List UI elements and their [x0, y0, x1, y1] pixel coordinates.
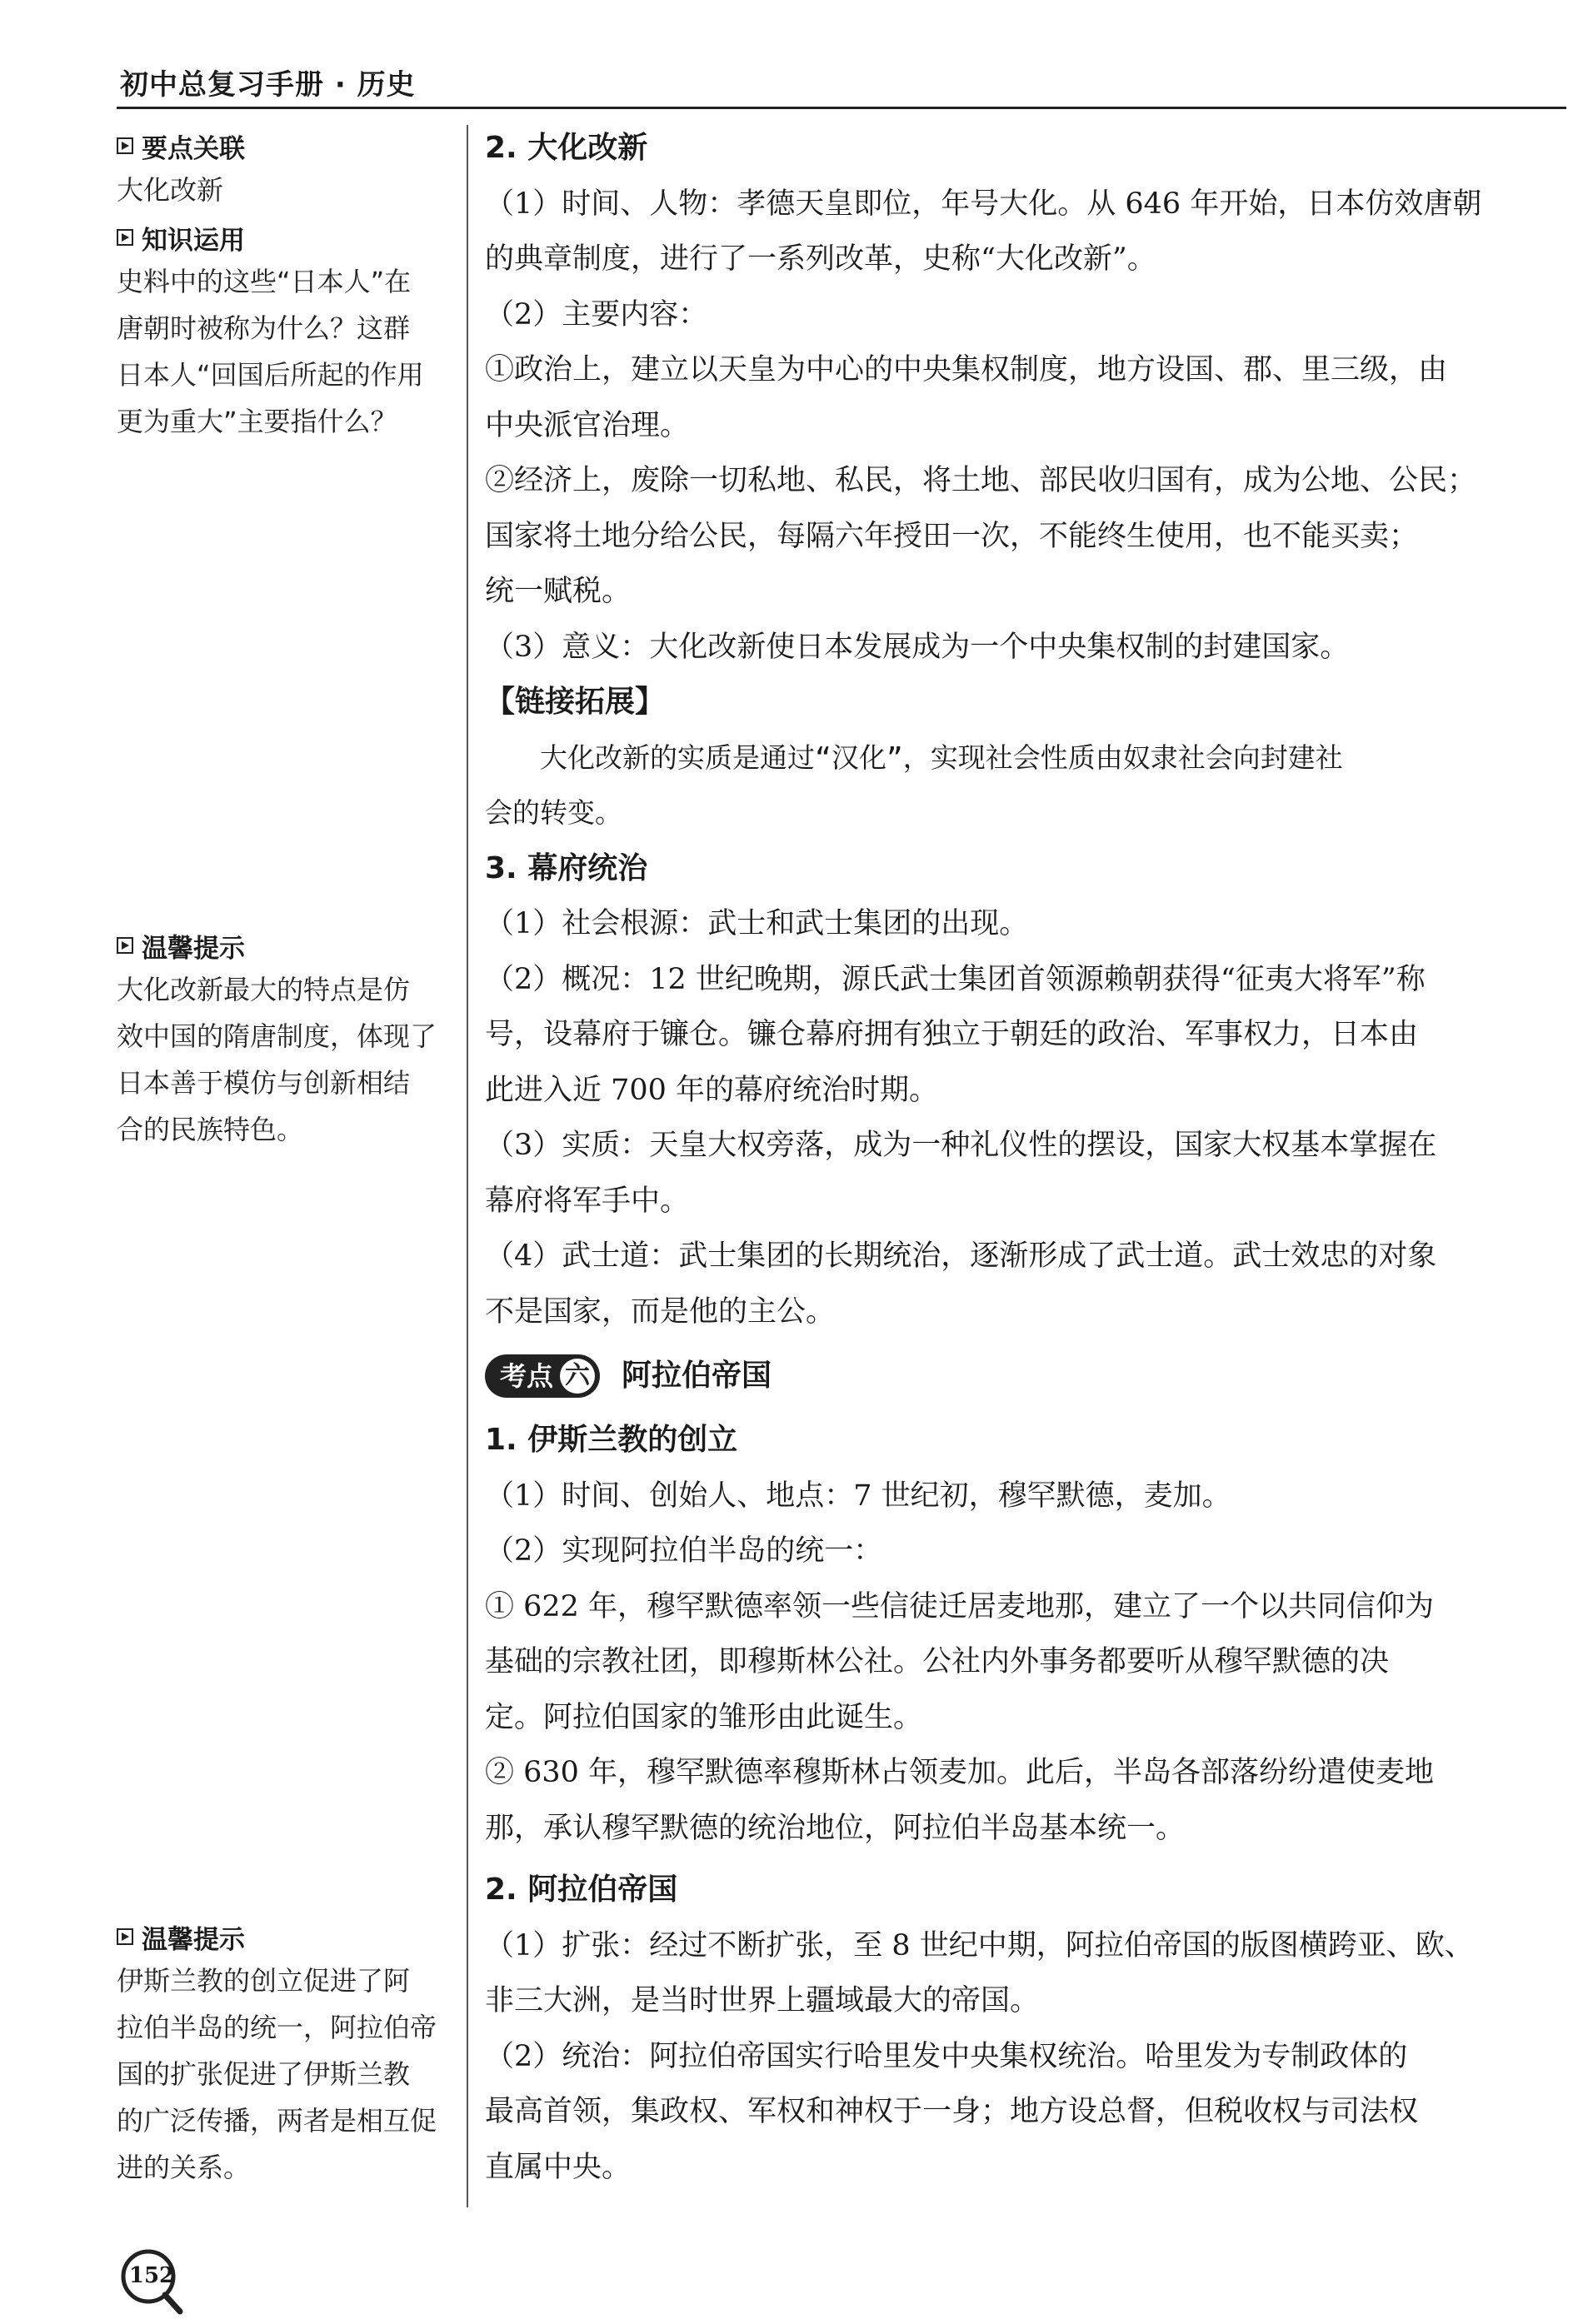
- sidebar-line: 的广泛传播，两者是相互促: [117, 2105, 437, 2137]
- sidebar-line: 进的关系。: [117, 2152, 251, 2183]
- text-line: 最高首领，集政权、军权和神权于一身；地方设总督，但税收权与司法权: [485, 2095, 1419, 2128]
- topic-number: 六: [560, 1359, 595, 1394]
- topic-title: 阿拉伯帝国: [622, 1358, 772, 1393]
- text-line: ①政治上，建立以天皇为中心的中央集权制度，地方设国、郡、里三级，由: [485, 353, 1448, 387]
- sidebar-line: 大化改新: [117, 174, 224, 206]
- text-line: 中央派官治理。: [485, 408, 690, 442]
- text-line: （1）社会根源：武士和武士集团的出现。: [485, 907, 1029, 940]
- section-title: 1. 伊斯兰教的创立: [485, 1423, 738, 1457]
- sidebar-heading: 知识运用: [117, 217, 458, 258]
- text-line: 幕府将军手中。: [485, 1184, 690, 1218]
- text-line: （2）主要内容：: [485, 297, 708, 332]
- section-title: 3. 幕府统治: [485, 850, 648, 885]
- sidebar-block-tip-1: [117, 925, 458, 1153]
- book-title: 初中总复习手册 · 历史: [120, 68, 416, 102]
- section-title: 2. 阿拉伯帝国: [485, 1873, 678, 1907]
- text-line: （1）扩张：经过不断扩张，至 8 世纪中期，阿拉伯帝国的版图横跨亚、欧、: [485, 1928, 1474, 1962]
- sidebar-line: 日本人“回国后所起的作用: [117, 359, 424, 391]
- text-line: （3）实质：天皇大权旁落，成为一种礼仪性的摆设，国家大权基本掌握在: [485, 1129, 1437, 1162]
- page-number: [117, 2245, 187, 2315]
- text-line: （2）概况：12 世纪晚期，源氏武士集团首领源赖朝获得“征夷大将军”称: [485, 962, 1426, 996]
- text-line: 国家将土地分给公民，每隔六年授田一次，不能终生使用，也不能买卖；: [485, 519, 1419, 553]
- text-line: （2）实现阿拉伯半岛的统一：: [485, 1534, 883, 1568]
- text-line: 不是国家，而是他的主公。: [485, 1294, 836, 1329]
- text-line: 非三大洲，是当时世界上疆域最大的帝国。: [485, 1984, 1040, 2017]
- sidebar-line: 大化改新最大的特点是仿: [117, 974, 411, 1005]
- section-title: 2. 大化改新: [485, 131, 648, 165]
- sidebar-heading: 温馨提示: [117, 925, 458, 966]
- play-icon: [117, 937, 133, 954]
- text-line: 号，设幕府于镰仓。镰仓幕府拥有独立于朝廷的政治、军事权力，日本由: [485, 1018, 1419, 1051]
- text-line: （1）时间、创始人、地点：7 世纪初，穆罕默德，麦加。: [485, 1479, 1231, 1513]
- sidebar-block-key-points: [117, 125, 458, 213]
- sidebar-block-knowledge-use: [117, 217, 458, 445]
- play-icon: [117, 229, 133, 246]
- text-line: （1）时间、人物：孝德天皇即位，年号大化。从 646 年开始，日本仿效唐朝: [485, 187, 1482, 221]
- sidebar-line: 史料中的这些“日本人”在: [117, 266, 412, 297]
- main-content: [485, 121, 1518, 2195]
- sidebar-line: 合的民族特色。: [117, 1114, 304, 1145]
- sidebar-line: 日本善于模仿与创新相结: [117, 1067, 411, 1099]
- text-line: 的典章制度，进行了一系列改革，史称“大化改新”。: [485, 242, 1156, 276]
- page-header: [117, 58, 1566, 109]
- text-line: 统一赋税。: [485, 575, 632, 608]
- text-line: 基础的宗教社团，即穆斯林公社。公社内外事务都要听从穆罕默德的决: [485, 1645, 1390, 1678]
- page-number-text: 152: [128, 2263, 175, 2288]
- topic-badge: 考点 六: [485, 1354, 600, 1398]
- text-line: ① 622 年，穆罕默德率领一些信徒迁居麦地那，建立了一个以共同信仰为: [485, 1589, 1435, 1623]
- text-line: （3）意义：大化改新使日本发展成为一个中央集权制的封建国家。: [485, 630, 1350, 664]
- column-divider: [467, 125, 468, 2207]
- text-line: （4）武士道：武士集团的长期统治，逐渐形成了武士道。武士效忠的对象: [485, 1239, 1437, 1273]
- topic-heading: [485, 1339, 1518, 1413]
- sidebar-line: 伊斯兰教的创立促进了阿: [117, 1965, 411, 1997]
- sidebar-line: 唐朝时被称为什么？这群: [117, 312, 411, 344]
- sidebar-line: 效中国的隋唐制度，体现了: [117, 1020, 437, 1052]
- text-line: （2）统治：阿拉伯帝国实行哈里发中央集权统治。哈里发为专制政体的: [485, 2039, 1408, 2073]
- extension-text: 会的转变。: [485, 796, 622, 829]
- sidebar-block-tip-2: [117, 1916, 458, 2191]
- text-line: 定。阿拉伯国家的雏形由此诞生。: [485, 1700, 923, 1734]
- text-line: 此进入近 700 年的幕府统治时期。: [485, 1073, 939, 1107]
- play-icon: [117, 1928, 133, 1945]
- extension-text: 大化改新的实质是通过“汉化”，实现社会性质由奴隶社会向封建社: [540, 741, 1343, 774]
- text-line: ②经济上，废除一切私地、私民，将土地、部民收归国有，成为公地、公民；: [485, 464, 1477, 497]
- text-line: 直属中央。: [485, 2150, 632, 2184]
- sidebar-line: 更为重大”主要指什么？: [117, 406, 397, 437]
- text-line: ② 630 年，穆罕默德率穆斯林占领麦加。此后，半岛各部落纷纷遣使麦地: [485, 1756, 1435, 1789]
- play-icon: [117, 137, 133, 154]
- sidebar-line: 拉伯半岛的统一，阿拉伯帝: [117, 2012, 437, 2043]
- sidebar-heading: 要点关联: [117, 125, 458, 167]
- extension-heading: 【链接拓展】: [485, 685, 666, 719]
- sidebar-line: 国的扩张促进了伊斯兰教: [117, 2058, 411, 2090]
- sidebar-heading: 温馨提示: [117, 1916, 458, 1957]
- text-line: 那，承认穆罕默德的统治地位，阿拉伯半岛基本统一。: [485, 1811, 1186, 1845]
